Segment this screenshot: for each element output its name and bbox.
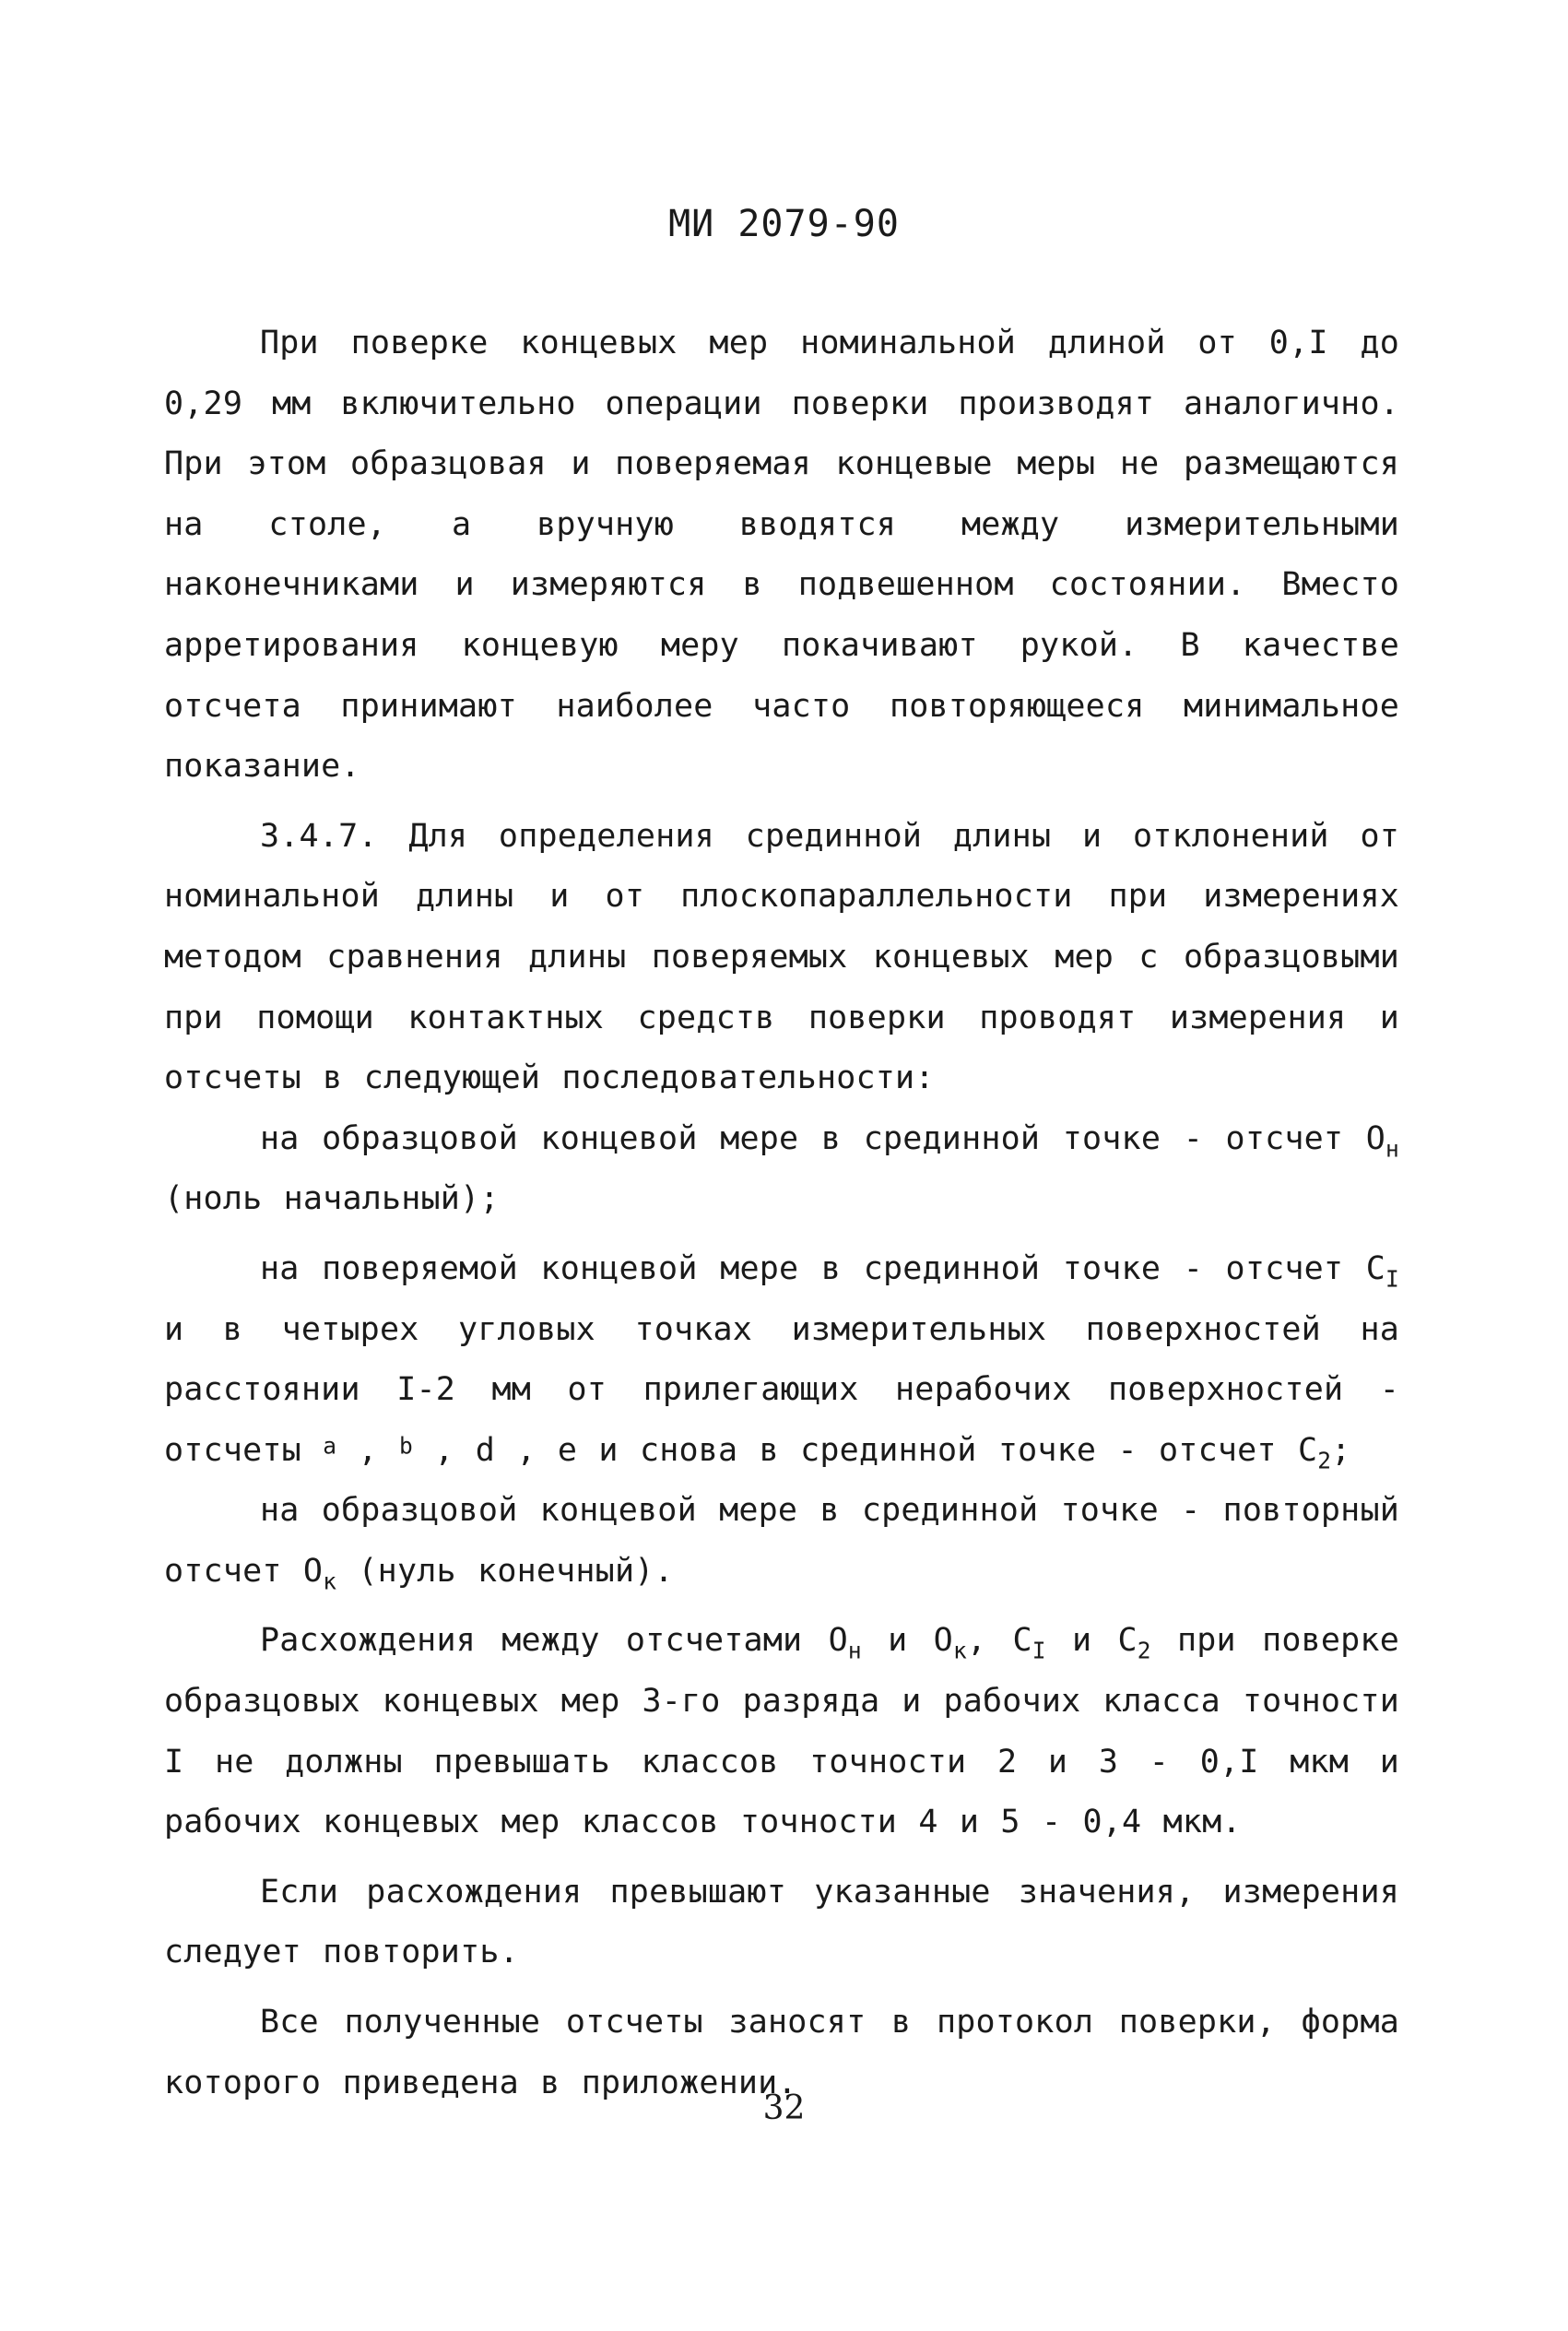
- document-header: МИ 2079-90: [668, 203, 900, 245]
- paragraph-protocol: Все полученные отсчеты заносят в протокол поверки, форма которого приведена в приложении.: [164, 2004, 1399, 2101]
- paragraph-3-4-7: 3.4.7. Для определения срединной длины и отклонений от номинальной длины и от плоскопараллельности при измерениях методом сравнения длины поверяемых концевых мер с образцовыми при помощи контактных средств поверки проводят измерения и отсчеты в следующей последовательности:: [164, 817, 1399, 1097]
- page-number: 32: [762, 2089, 806, 2127]
- paragraph-thin-gauges: При поверке концевых мер номинальной длиной от 0,I до 0,29 мм включительно операции поверки производят аналогично. При этом образцовая и поверяемая концевые меры не размещаются на столе, а вручную вводятся между измерительными наконечниками и измеряются в подвешенном состоянии. Вместо арретирования концевую меру покачивают рукой. В качестве отсчета принимают наиболее часто повторяющееся минимальное показание.: [164, 325, 1399, 786]
- paragraph-tolerances: Расхождения между отсчетами $O_н$ и $O_к$, $C_I$ и $C_2$ при поверке образцовых концевых мер 3-го разряда и рабочих класса точности I не должны превышать классов точности 2 и 3 - 0,I мкм и рабочих концевых мер классов точности 4 и 5 - 0,4 мкм.: [164, 1622, 1399, 1841]
- step-initial-zero: на образцовой концевой мере в срединной точке - отсчет $O_н$ (ноль начальный);: [164, 1119, 1399, 1218]
- step-final-zero: на образцовой концевой мере в срединной точке - повторный отсчет $O_к$ (нуль конечный).: [164, 1492, 1399, 1595]
- document-body: [164, 314, 1399, 2113]
- paragraph-repeat: Если расхождения превышают указанные значения, измерения следует повторить.: [164, 1873, 1399, 1971]
- step-gauge-readings: на поверяемой концевой мере в срединной точке - отсчет $C_I$ и в четырех угловых точках измерительных поверхностей на расстоянии I-2 мм от прилегающих нерабочих поверхностей - отсчеты $^a$ , $^b$ , d , e и снова в срединной точке - отсчет $C_2$;: [164, 1249, 1399, 1474]
